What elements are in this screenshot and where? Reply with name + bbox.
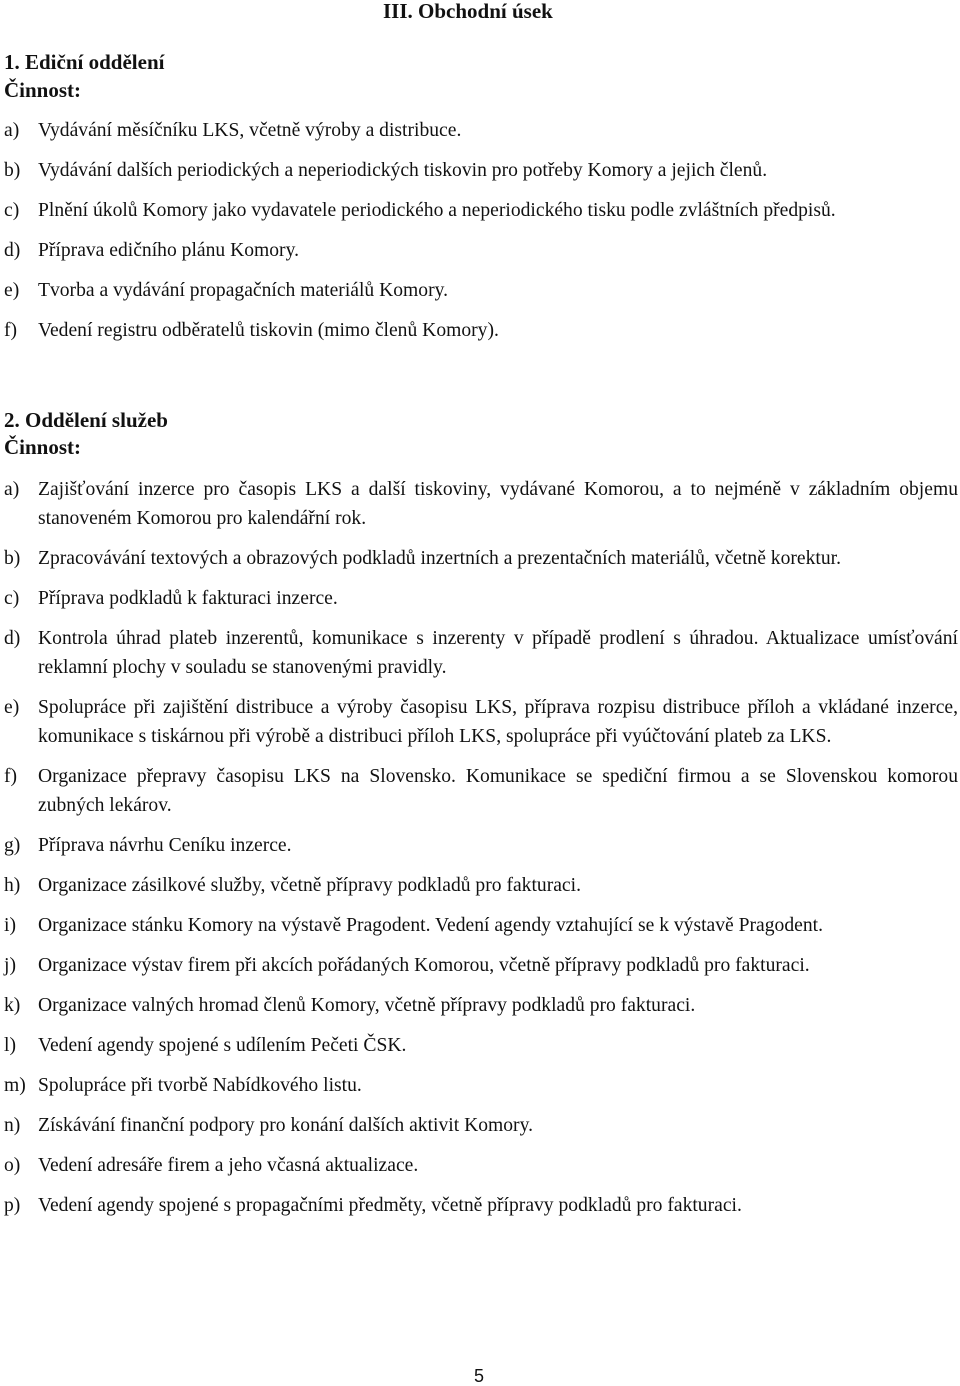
- section-1-list: [4, 116, 958, 356]
- section-2-list: [4, 475, 958, 1231]
- list-item-text: Zpracovávání textových a obrazových podkladů inzertních a prezentačních materiálů, včetně korektur.: [38, 548, 841, 569]
- list-item: [4, 236, 958, 265]
- list-item-text: Organizace valných hromad členů Komory, včetně přípravy podkladů pro fakturaci.: [38, 995, 696, 1016]
- list-marker: f): [4, 766, 18, 787]
- list-marker: d): [4, 240, 21, 261]
- list-item: [4, 196, 958, 225]
- list-item: [4, 991, 958, 1020]
- list-item-text: Tvorba a vydávání propagačních materiálů Komory.: [38, 280, 449, 301]
- list-marker: d): [4, 628, 21, 649]
- list-marker: b): [4, 160, 21, 181]
- list-item-text: Vedení agendy spojené s propagačními předměty, včetně přípravy podkladů pro fakturaci.: [38, 1195, 742, 1216]
- list-item: [4, 1151, 958, 1180]
- list-item: [4, 911, 958, 940]
- list-item: [4, 951, 958, 980]
- list-marker: k): [4, 995, 21, 1016]
- list-item: [4, 1071, 958, 1100]
- list-item-text: Spolupráce při zajištění distribuce a výroby časopisu LKS, příprava rozpisu distribuce příloh a vkládané inzerce, komunikace s tiskárnou při výrobě a distribuci příloh LKS, spolupráce při vyúčtování plateb za LKS.: [38, 697, 958, 747]
- list-item-text: Organizace zásilkové služby, včetně přípravy podkladů pro fakturaci.: [38, 875, 581, 896]
- list-item-text: Vedení registru odběratelů tiskovin (mimo členů Komory).: [38, 320, 499, 341]
- list-marker: e): [4, 280, 20, 301]
- list-marker: i): [4, 915, 16, 936]
- section-2-subheading: Činnost:: [4, 435, 82, 459]
- list-marker: h): [4, 875, 21, 896]
- list-item-text: Kontrola úhrad plateb inzerentů, komunikace s inzerenty v případě prodlení s úhradou. Aktualizace umísťování reklamní plochy v souladu se stanovenými pravidly.: [38, 628, 958, 678]
- section-1-subheading: Činnost:: [4, 78, 82, 102]
- list-item: [4, 1031, 958, 1060]
- list-item-text: Spolupráce při tvorbě Nabídkového listu.: [38, 1075, 362, 1096]
- list-item: [4, 693, 958, 751]
- list-marker: l): [4, 1035, 16, 1056]
- section-1-heading: 1. Ediční oddělení: [4, 50, 165, 74]
- list-item-text: Příprava edičního plánu Komory.: [38, 240, 300, 261]
- list-marker: o): [4, 1155, 21, 1176]
- page-number: 5: [474, 1366, 485, 1386]
- list-item: [4, 544, 958, 573]
- list-marker: g): [4, 835, 21, 856]
- list-marker: j): [4, 955, 16, 976]
- list-marker: f): [4, 320, 18, 341]
- list-marker: a): [4, 120, 20, 141]
- list-item-text: Příprava návrhu Ceníku inzerce.: [38, 835, 292, 856]
- list-item-text: Vydávání měsíčníku LKS, včetně výroby a distribuce.: [38, 120, 462, 141]
- section-2-heading: 2. Oddělení služeb: [4, 408, 168, 432]
- list-item-text: Vydávání dalších periodických a neperiodických tiskovin pro potřeby Komory a jejich členů.: [38, 160, 768, 181]
- list-item-text: Zajišťování inzerce pro časopis LKS a další tiskoviny, vydávané Komorou, a to nejméně v základním objemu stanoveném Komorou pro kalendářní rok.: [38, 479, 958, 529]
- list-marker: m): [4, 1075, 26, 1096]
- list-item: [4, 1111, 958, 1140]
- list-marker: p): [4, 1195, 21, 1216]
- list-item-text: Plnění úkolů Komory jako vydavatele periodického a neperiodického tisku podle zvláštních předpisů.: [38, 200, 836, 221]
- list-item: [4, 624, 958, 682]
- list-item: [4, 762, 958, 820]
- list-item-text: Organizace výstav firem při akcích pořádaných Komorou, včetně přípravy podkladů pro fakturaci.: [38, 955, 810, 976]
- list-item: [4, 871, 958, 900]
- list-item: [4, 475, 958, 533]
- list-item: [4, 316, 958, 345]
- list-item-text: Získávání finanční podpory pro konání dalších aktivit Komory.: [38, 1115, 534, 1136]
- list-marker: c): [4, 200, 20, 221]
- list-marker: b): [4, 548, 21, 569]
- list-marker: e): [4, 697, 20, 718]
- page-title: III. Obchodní úsek: [383, 0, 553, 23]
- list-marker: a): [4, 479, 20, 500]
- list-item: [4, 276, 958, 305]
- list-item-text: Organizace stánku Komory na výstavě Pragodent. Vedení agendy vztahující se k výstavě Pragodent.: [38, 915, 823, 936]
- list-item: [4, 116, 958, 145]
- list-item-text: Vedení agendy spojené s udílením Pečeti ČSK.: [38, 1035, 407, 1056]
- list-item-text: Vedení adresáře firem a jeho včasná aktualizace.: [38, 1155, 419, 1176]
- list-item: [4, 831, 958, 860]
- list-item-text: Příprava podkladů k fakturaci inzerce.: [38, 588, 338, 609]
- list-item: [4, 1191, 958, 1220]
- list-marker: c): [4, 588, 20, 609]
- list-item: [4, 156, 958, 185]
- list-marker: n): [4, 1115, 21, 1136]
- list-item: [4, 584, 958, 613]
- list-item-text: Organizace přepravy časopisu LKS na Slovensko. Komunikace se spediční firmou a se Slovenskou komorou zubných lekárov.: [38, 766, 958, 816]
